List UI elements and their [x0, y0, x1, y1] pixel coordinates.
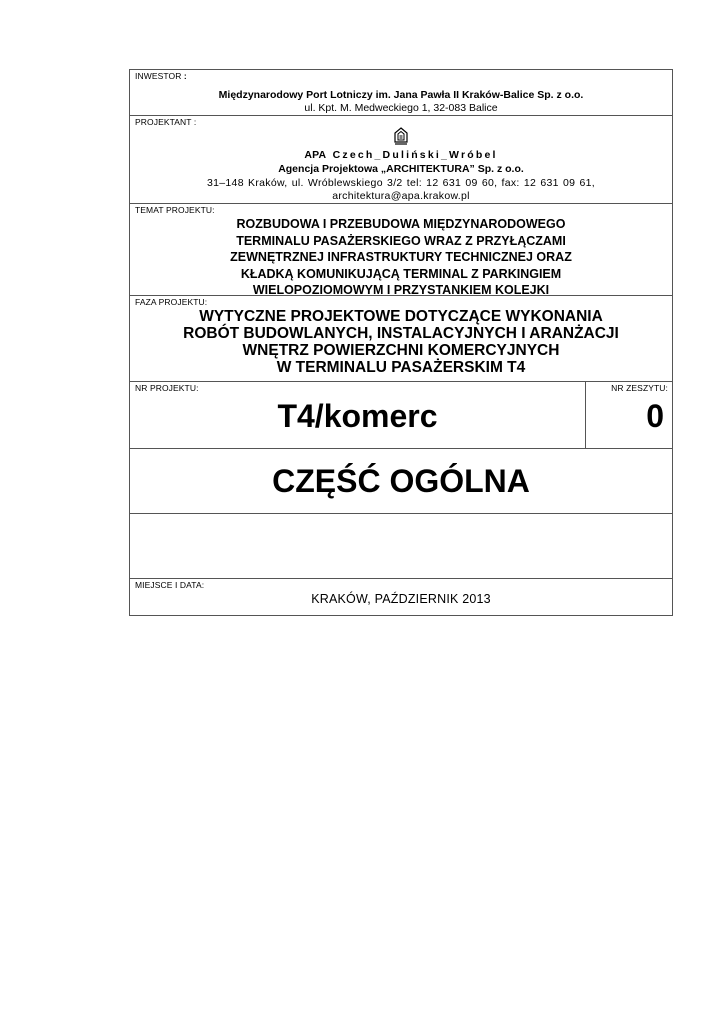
designer-agency-name: Agencja Projektowa „ARCHITEKTURA” Sp. z o.o.: [278, 163, 524, 175]
place-date-label: MIEJSCE I DATA:: [135, 580, 205, 590]
project-number-label: NR PROJEKTU:: [135, 383, 199, 393]
investor-address: ul. Kpt. M. Medweckiego 1, 32-083 Balice: [304, 102, 498, 114]
designer-label: PROJEKTANT :: [135, 117, 197, 127]
phase-line: WNĘTRZ POWIERZCHNI KOMERCYJNYCH: [242, 342, 560, 359]
topic-line: ROZBUDOWA I PRZEBUDOWA MIĘDZYNARODOWEGO: [236, 217, 566, 231]
apa-logo-icon: [394, 127, 408, 145]
phase-line: ROBÓT BUDOWLANYCH, INSTALACYJNYCH I ARANŻACJI: [183, 325, 619, 342]
phase-line: W TERMINALU PASAŻERSKIM T4: [276, 359, 526, 376]
place-date-value: KRAKÓW, PAŹDZIERNIK 2013: [311, 592, 491, 606]
phase-label: FAZA PROJEKTU:: [135, 297, 208, 307]
topic-text: [130, 216, 672, 299]
project-number-cell: [130, 382, 586, 448]
investor-section: [130, 70, 672, 116]
place-date-section: [130, 579, 672, 615]
phase-section: [130, 296, 672, 382]
investor-label: INWESTOR :: [135, 71, 187, 81]
designer-email: architektura@apa.krakow.pl: [332, 190, 470, 202]
phase-line: WYTYCZNE PROJEKTOWE DOTYCZĄCE WYKONANIA: [199, 308, 603, 325]
investor-name: Międzynarodowy Port Lotniczy im. Jana Pawła II Kraków-Balice Sp. z o.o.: [218, 89, 584, 101]
designer-company-line: APA Czech_Duliński_Wróbel: [304, 149, 498, 161]
topic-line: WIELOPOZIOMOWYM I PRZYSTANKIEM KOLEJKI: [252, 283, 550, 297]
designer-contact: 31–148 Kraków, ul. Wróblewskiego 3/2 tel: 12 631 09 60, fax: 12 631 09 61,: [207, 177, 595, 189]
project-number-value: T4/komerc: [277, 398, 438, 434]
volume-number-cell: [586, 382, 672, 448]
phase-text: [130, 308, 672, 376]
numbers-section: [130, 382, 672, 449]
volume-number-value: 0: [646, 398, 664, 434]
topic-line: TERMINALU PASAŻERSKIEGO WRAZ Z PRZYŁĄCZAMI: [236, 233, 566, 248]
topic-line: KŁADKĄ KOMUNIKUJĄCĄ TERMINAL Z PARKINGIEM: [240, 266, 562, 281]
topic-section: [130, 204, 672, 296]
topic-line: ZEWNĘTRZNEJ INFRASTRUKTURY TECHNICZNEJ ORAZ: [230, 250, 572, 264]
title-block: [129, 69, 673, 616]
topic-label: TEMAT PROJEKTU:: [135, 205, 215, 215]
part-section: [130, 449, 672, 514]
volume-number-label: NR ZESZYTU:: [611, 383, 668, 393]
designer-section: [130, 116, 672, 204]
part-title: CZĘŚĆ OGÓLNA: [272, 463, 530, 499]
empty-section: [130, 514, 672, 579]
